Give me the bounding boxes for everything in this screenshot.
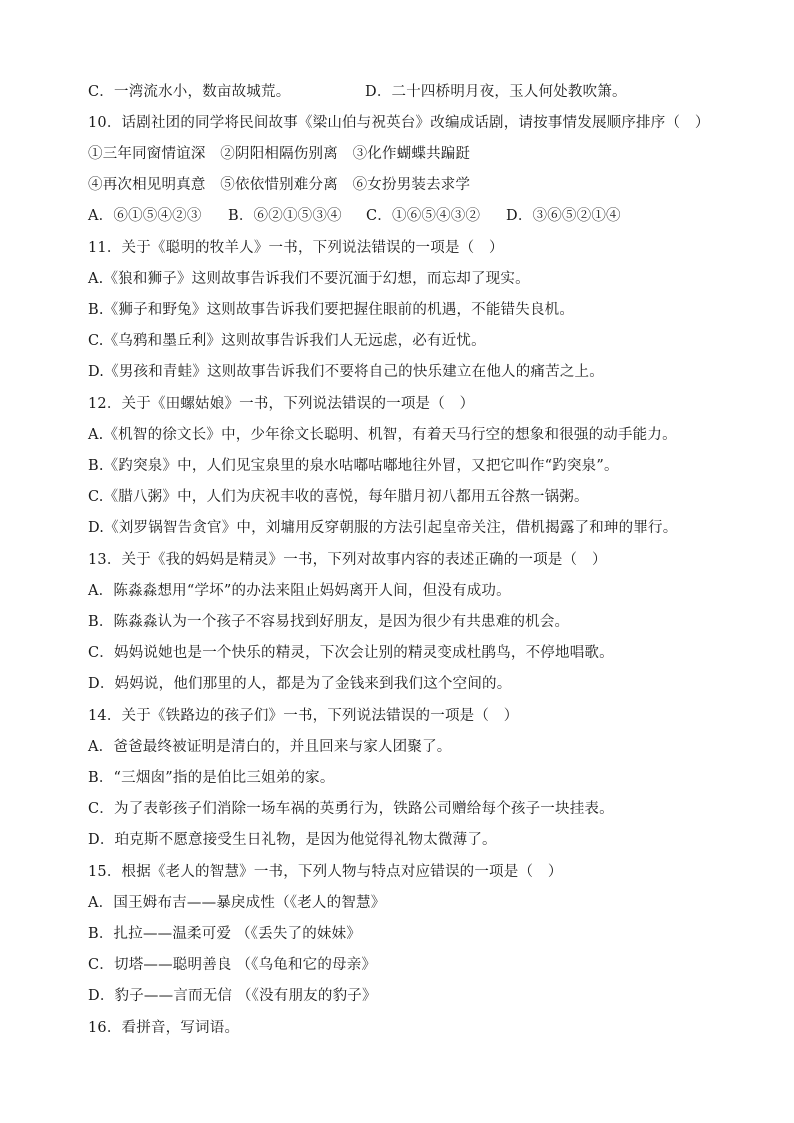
q14-option-d: D．珀克斯不愿意接受生日礼物，是因为他觉得礼物太微薄了。: [88, 832, 497, 848]
q10-items-row-2: ④再次相见明真意 ⑤依依惜别难分离 ⑥女扮男装去求学: [88, 177, 471, 193]
q13-option-b: B．陈淼淼认为一个孩子不容易找到好朋友，是因为很少有共患难的机会。: [88, 614, 570, 630]
q10-choices: [88, 206, 621, 226]
q9-option-d: D．二十四桥明月夜，玉人何处教吹箫。: [365, 84, 627, 100]
q10-choice-d: D．③⑥⑤②①④: [506, 208, 621, 224]
q14-option-b: B．“三烟囱”指的是伯比三姐弟的家。: [88, 770, 335, 786]
q14-option-a: A．爸爸最终被证明是清白的，并且回来与家人团聚了。: [88, 739, 452, 755]
q11-option-b: B.《狮子和野兔》这则故事告诉我们要把握住眼前的机遇，不能错失良机。: [88, 302, 575, 318]
q10-choice-c: C．①⑥⑤④③②: [366, 208, 481, 224]
q11-option-c: C.《乌鸦和墨丘利》这则故事告诉我们人无远虑，必有近忧。: [88, 333, 486, 349]
q13-option-c: C．妈妈说她也是一个快乐的精灵，下次会让别的精灵变成杜鹃鸟，不停地唱歌。: [88, 645, 614, 661]
q14-option-c: C．为了表彰孩子们消除一场车祸的英勇行为，铁路公司赠给每个孩子一块挂表。: [88, 801, 614, 817]
q11-option-d: D.《男孩和青蛙》这则故事告诉我们不要将自己的快乐建立在他人的痛苦之上。: [88, 364, 604, 380]
q12-option-c: C.《腊八粥》中，人们为庆祝丰收的喜悦，每年腊月初八都用五谷熬一锅粥。: [88, 489, 589, 505]
q10-stem: 10．话剧社团的同学将民间故事《梁山伯与祝英台》改编成话剧，请按事情发展顺序排序（ ）: [88, 115, 710, 131]
q9-option-c: C．一湾流水小，数亩故城荒。: [88, 84, 291, 100]
q11-stem: 11．关于《聪明的牧羊人》一书，下列说法错误的一项是（ ）: [88, 240, 504, 256]
q10-items-row-1: ①三年同窗情谊深 ②阴阳相隔伤别离 ③化作蝴蝶共蹁跹: [88, 146, 471, 162]
q10-choice-a: A．⑥①⑤④②③: [88, 208, 202, 224]
q11-option-a: A.《狼和狮子》这则故事告诉我们不要沉湎于幻想，而忘却了现实。: [88, 271, 530, 287]
q14-stem: 14．关于《铁路边的孩子们》一书，下列说法错误的一项是（ ）: [88, 708, 519, 724]
q12-option-d: D.《刘罗锅智告贪官》中，刘墉用反穿朝服的方法引起皇帝关注，借机揭露了和珅的罪行。: [88, 520, 678, 536]
q13-option-d: D．妈妈说，他们那里的人，都是为了金钱来到我们这个空间的。: [88, 676, 512, 692]
q13-option-a: A．陈淼淼想用“学坏”的办法来阻止妈妈离开人间，但没有成功。: [88, 583, 511, 599]
q12-option-b: B.《趵突泉》中，人们见宝泉里的泉水咕嘟咕嘟地往外冒，又把它叫作“趵突泉”。: [88, 458, 619, 474]
q15-option-a: A．国王姆布吉——暴戾成性（《老人的智慧》: [88, 895, 386, 911]
q12-option-a: A.《机智的徐文长》中，少年徐文长聪明、机智，有着天马行空的想象和很强的动手能力。: [88, 427, 677, 443]
q13-stem: 13．关于《我的妈妈是精灵》一书，下列对故事内容的表述正确的一项是（ ）: [88, 552, 607, 568]
q10-choice-b: B．⑥②①⑤③④: [228, 208, 342, 224]
q16-stem: 16．看拼音，写词语。: [88, 1020, 240, 1036]
q15-option-c: C．切塔——聪明善良 （《乌龟和它的母亲》: [88, 957, 377, 973]
q12-stem: 12．关于《田螺姑娘》一书，下列说法错误的一项是（ ）: [88, 396, 475, 412]
q15-option-d: D．豹子——言而无信 （《没有朋友的豹子》: [88, 988, 377, 1004]
q15-stem: 15．根据《老人的智慧》一书，下列人物与特点对应错误的一项是（ ）: [88, 864, 563, 880]
q15-option-b: B．扎拉——温柔可爱 （《丢失了的妹妹》: [88, 926, 362, 942]
